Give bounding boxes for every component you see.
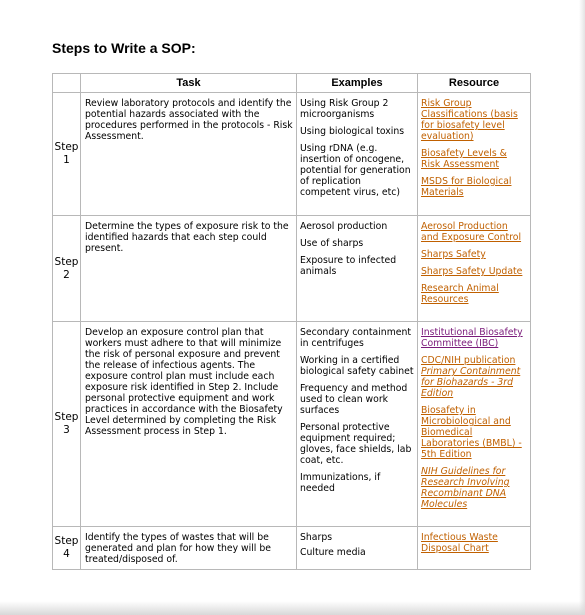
table-header-row (53, 74, 531, 93)
example-item: Sharps (300, 532, 333, 543)
resources-cell (418, 527, 531, 570)
header-task: Task (81, 74, 297, 93)
table-row (53, 93, 531, 216)
step-word: Step (54, 411, 79, 423)
step-digit: 4 (63, 548, 70, 560)
resource-link[interactable]: Research Animal Resources (421, 283, 499, 305)
header-step (53, 74, 81, 93)
resource-title: Primary Containment for Biohazards - 3rd Edition (421, 366, 521, 399)
table-row (53, 527, 531, 570)
resource-link[interactable]: MSDS for Biological Materials (421, 176, 512, 198)
step-digit: 2 (63, 268, 70, 281)
step-word: Step (54, 535, 79, 547)
header-examples: Examples (297, 74, 418, 93)
resource-link-italic[interactable] (421, 366, 520, 399)
examples-cell (297, 322, 418, 527)
table-row (53, 216, 531, 322)
example-item: Using rDNA (e.g. insertion of oncogene, potential for generation of replication competent virus, etc) (300, 143, 411, 198)
resource-link[interactable]: Biosafety Levels & Risk Assessment (421, 148, 507, 170)
task-text: Determine the types of exposure risk to the identified hazards that each step could present. (81, 216, 297, 322)
resource-link-visited[interactable]: Institutional Biosafety Committee (IBC) (421, 327, 523, 349)
example-item: Culture media (300, 547, 366, 558)
step-word: Step (54, 255, 79, 268)
resource-link[interactable]: Infectious Waste Disposal Chart (421, 532, 498, 554)
step-digit: 1 (63, 154, 70, 166)
step-number (53, 216, 81, 322)
resource-link[interactable]: Aerosol Production and Exposure Control (421, 221, 522, 243)
page-title: Steps to Write a SOP: (52, 40, 196, 56)
examples-cell (297, 216, 418, 322)
example-item: Immunizations, if needed (300, 472, 381, 494)
example-item: Exposure to infected animals (300, 255, 397, 277)
example-item: Personal protective equipment required; gloves, face shields, lab coat, etc. (300, 422, 412, 466)
table-row (53, 322, 531, 527)
examples-cell (297, 527, 418, 570)
resources-cell (418, 216, 531, 322)
step-word: Step (54, 141, 79, 153)
resource-link[interactable]: Biosafety in Microbiological and Biomedical Laboratories (BMBL) - 5th Edition (421, 405, 522, 460)
resource-link-italic[interactable] (421, 466, 510, 510)
step-number (53, 322, 81, 527)
example-item: Working in a certified biological safety cabinet (300, 355, 414, 377)
task-text: Review laboratory protocols and identify the potential hazards associated with the procedures performed in the protocols - Risk Assessment. (81, 93, 297, 216)
example-item: Aerosol production (300, 221, 388, 232)
example-item: Frequency and method used to clean work surfaces (300, 383, 408, 416)
task-text: Develop an exposure control plan that workers must adhere to that will minimize the risk of personal exposure and prevent the release of infectious agents. The exposure control plan must include each exposure risk identified in Step 2. Include personal protective equipment and work practices in accordance with the Biosafety Level determined by completing the Risk Assessment process in Step 1. (81, 322, 297, 527)
example-item: Use of sharps (300, 238, 364, 249)
example-item: Using Risk Group 2 microorganisms (300, 98, 389, 120)
page-edge-shadow (579, 0, 585, 615)
task-text: Identify the types of wastes that will be generated and plan for how they will be treated/disposed of. (81, 527, 297, 570)
sop-steps-table (52, 73, 531, 570)
step-digit: 3 (63, 424, 70, 436)
example-item: Using biological toxins (300, 126, 405, 137)
examples-cell (297, 93, 418, 216)
header-resource: Resource (418, 74, 531, 93)
step-number (53, 527, 81, 570)
resources-cell (418, 322, 531, 527)
resource-link[interactable]: Sharps Safety Update (421, 266, 523, 277)
resource-title: NIH Guidelines for Research Involving Recombinant DNA Molecules (421, 466, 510, 510)
page-bottom-shadow (0, 601, 585, 615)
example-item: Secondary containment in centrifuges (300, 327, 412, 349)
resource-link[interactable]: CDC/NIH publication (421, 355, 516, 366)
step-number (53, 93, 81, 216)
resources-cell (418, 93, 531, 216)
resource-link[interactable]: Risk Group Classifications (basis for biosafety level evaluation) (421, 98, 518, 142)
resource-link[interactable]: Sharps Safety (421, 249, 486, 260)
